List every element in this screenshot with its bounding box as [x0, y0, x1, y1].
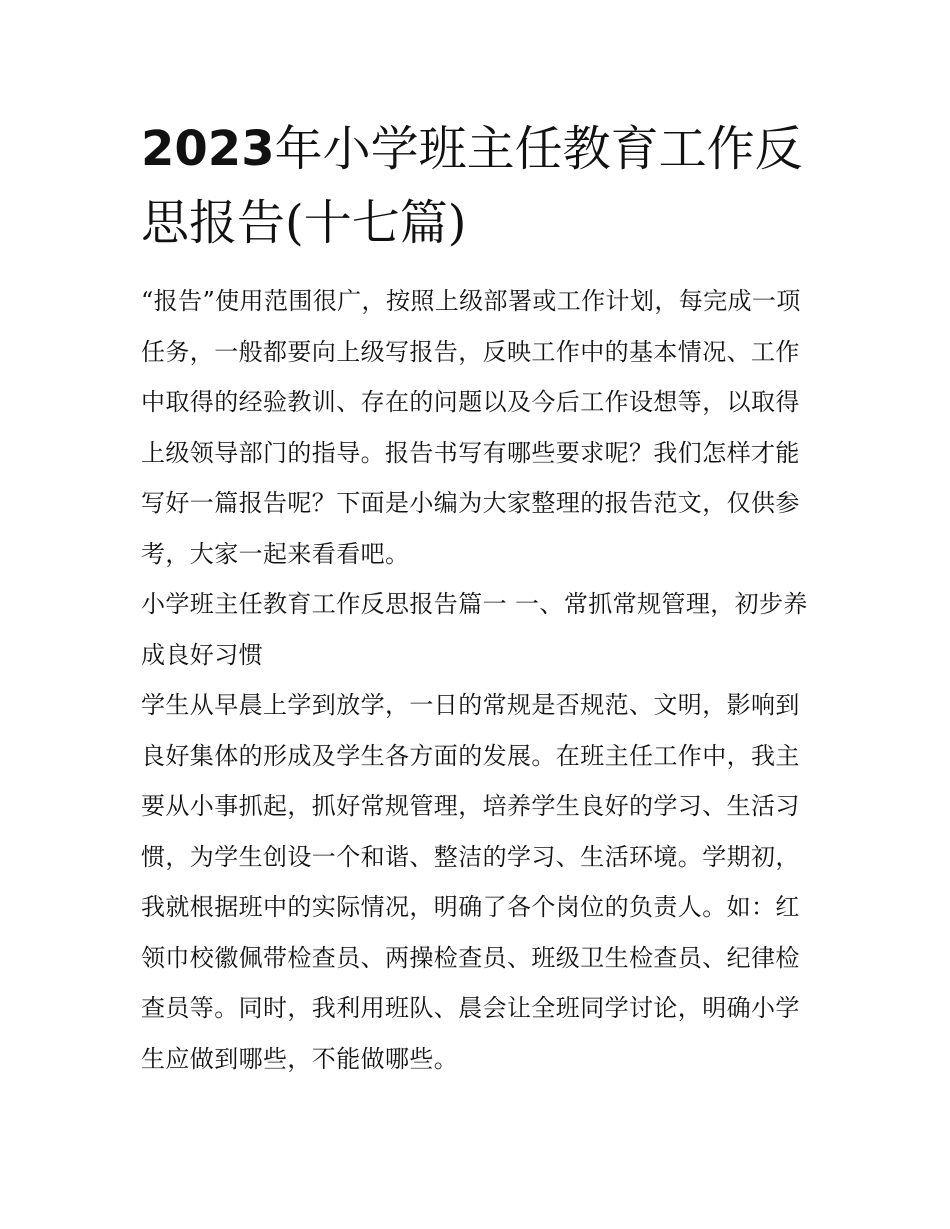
body-paragraph: 学生从早晨上学到放学，一日的常规是否规范、文明，影响到良好集体的形成及学生各方面的发展。在班主任工作中，我主要从小事抓起，抓好常规管理，培养学生良好的学习、生活习惯，为学生创设一个和谐、整洁的学习、生活环境。学期初，我就根据班中的实际情况，明确了各个岗位的负责人。如：红领巾校徽佩带检查员、两操检查员、班级卫生检查员、纪律检查员等。同时，我利用班队、晨会让全班同学讨论，明确小学生应做到哪些，不能做哪些。 — [141, 691, 800, 1073]
title-year: 2023 — [141, 121, 275, 177]
title-text: 年小学班主任教育工作反思报告(十七篇) — [141, 121, 803, 251]
intro-paragraph: “报告”使用范围很广，按照上级部署或工作计划，每完成一项任务，一般都要向上级写报告，反映工作中的基本情况、工作中取得的经验教训、存在的问题以及今后工作设想等，以取得上级领导部门的指导。报告书写有哪些要求呢？我们怎样才能写好一篇报告呢？下面是小编为大家整理的报告范文，仅供参考，大家一起来看看吧。 — [141, 287, 801, 568]
section-heading: 小学班主任教育工作反思报告篇一 一、常抓常规管理，初步养成良好习惯 — [141, 590, 808, 669]
document-body — [141, 276, 813, 1084]
document-content — [141, 112, 813, 1084]
document-title — [141, 112, 813, 260]
